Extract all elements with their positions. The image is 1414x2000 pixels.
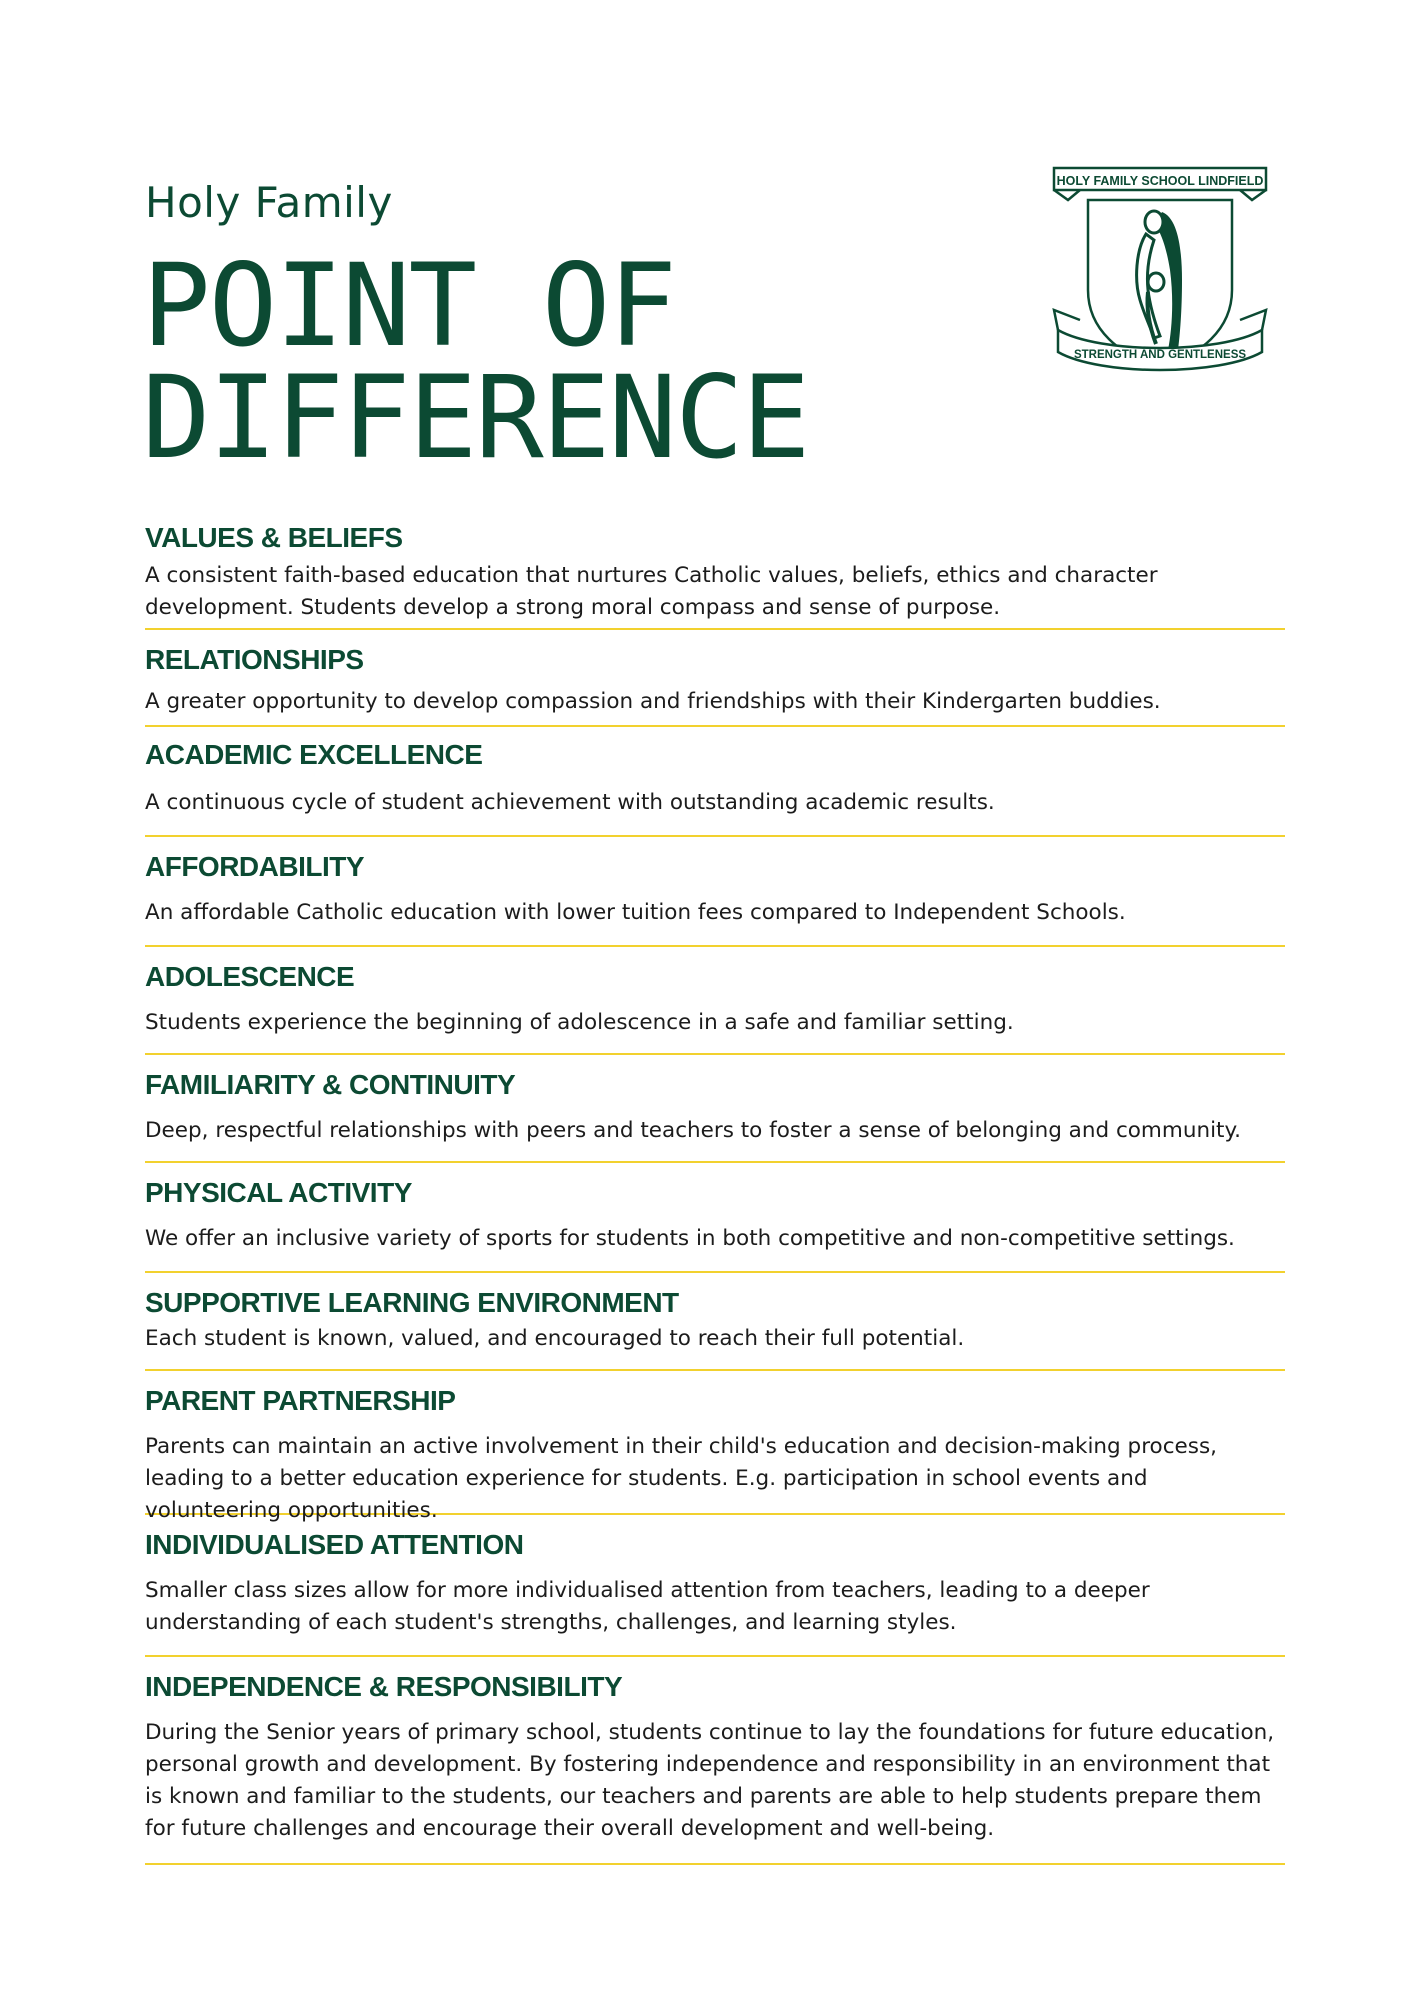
section-body: An affordable Catholic education with lower tuition fees compared to Independent Schools. — [145, 900, 1126, 925]
section-body: Deep, respectful relationships with peers and teachers to foster a sense of belonging and community. — [145, 1118, 1241, 1143]
sections-list — [145, 516, 1285, 1865]
school-crest-icon — [1050, 160, 1270, 395]
section-values-beliefs — [145, 516, 1285, 630]
section-body: Parents can maintain an active involvement in their child's education and decision-making process, leading to a better education experience for students. E.g. participation in school events and volunteering opportunities. — [145, 1434, 1217, 1523]
section-body: We offer an inclusive variety of sports for students in both competitive and non-competitive settings. — [145, 1226, 1235, 1251]
section-heading: INDEPENDENCE & RESPONSIBILITY — [145, 1671, 623, 1702]
page-title-line-2: DIFFERENCE — [142, 351, 809, 484]
section-body: Students experience the beginning of adolescence in a safe and familiar setting. — [145, 1010, 1014, 1035]
section-familiarity-continuity — [145, 1055, 1285, 1163]
crest-banner-bottom: STRENGTH AND GENTLENESS — [1073, 349, 1247, 361]
section-body: Smaller class sizes allow for more individualised attention from teachers, leading to a deeper understanding of each student's strengths, challenges, and learning styles. — [145, 1578, 1150, 1635]
page-title-line-1: POINT OF — [142, 239, 676, 372]
section-heading: ACADEMIC EXCELLENCE — [145, 739, 483, 770]
section-body: A consistent faith-based education that nurtures Catholic values, beliefs, ethics and character development. Students develop a strong moral compass and sense of purpose. — [145, 563, 1158, 620]
section-heading: PARENT PARTNERSHIP — [145, 1385, 456, 1416]
section-parent-partnership — [145, 1371, 1285, 1523]
crest-banner-top: HOLY FAMILY SCHOOL LINDFIELD — [1056, 174, 1264, 188]
section-academic-excellence — [145, 727, 1285, 837]
section-individualised-attention — [145, 1515, 1285, 1657]
section-supportive-learning — [145, 1273, 1285, 1371]
section-affordability — [145, 837, 1285, 947]
section-heading: RELATIONSHIPS — [145, 644, 364, 675]
section-heading: INDIVIDUALISED ATTENTION — [145, 1529, 524, 1560]
section-independence-responsibility — [145, 1657, 1285, 1865]
section-adolescence — [145, 947, 1285, 1055]
section-body: During the Senior years of primary school, students continue to lay the foundations for future education, personal growth and development. By fostering independence and responsibility in an environment that is known and familiar to the students, our teachers and parents are able to help students prepare them for future challenges and encourage their overall development and well-being. — [145, 1720, 1275, 1841]
section-heading: SUPPORTIVE LEARNING ENVIRONMENT — [145, 1287, 679, 1318]
page-title — [142, 239, 809, 484]
section-heading: VALUES & BELIEFS — [145, 522, 403, 553]
section-heading: PHYSICAL ACTIVITY — [145, 1177, 412, 1208]
section-heading: AFFORDABILITY — [145, 851, 365, 882]
section-physical-activity — [145, 1163, 1285, 1273]
section-body: A greater opportunity to develop compassion and friendships with their Kindergarten buddies. — [145, 689, 1161, 714]
section-heading: ADOLESCENCE — [145, 961, 355, 992]
section-body: Each student is known, valued, and encouraged to reach their full potential. — [145, 1326, 965, 1351]
section-relationships — [145, 630, 1285, 727]
section-heading: FAMILIARITY & CONTINUITY — [145, 1069, 516, 1100]
section-body: A continuous cycle of student achievement with outstanding academic results. — [145, 790, 995, 815]
eyebrow-title: Holy Family — [145, 178, 393, 227]
